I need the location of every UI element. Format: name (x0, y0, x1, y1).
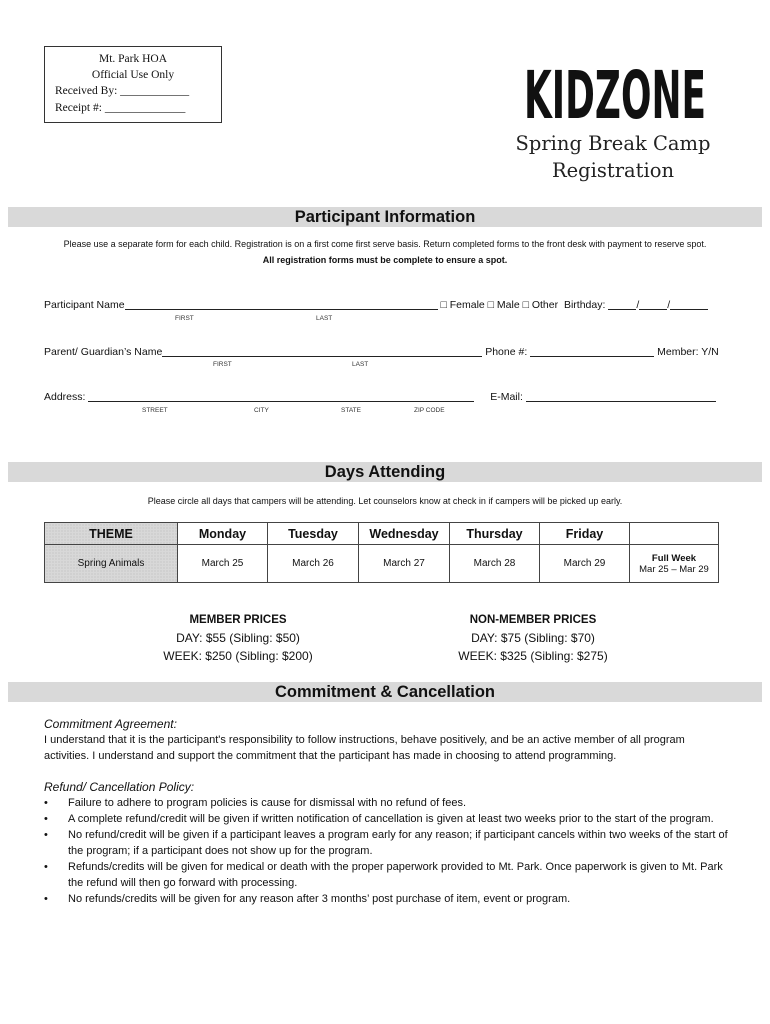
days-table (44, 522, 719, 583)
day-cell-monday[interactable]: March 25 (178, 545, 268, 583)
header-tuesday: Tuesday (268, 523, 359, 545)
parent-name-input[interactable] (162, 345, 482, 357)
member-field[interactable]: Member: Y/N (657, 346, 719, 358)
logo-wordmark: KIDZONE (524, 57, 706, 124)
policy-item: • No refund/credit will be given if a participant leaves a program early for any reason; if participant cancels within two weeks of the start of the program; if a participant does not show up for the program. (44, 829, 728, 857)
agreement-title: Commitment Agreement: (44, 717, 177, 731)
commitment-block (44, 716, 730, 907)
header-monday: Monday (178, 523, 268, 545)
day-cell-tuesday[interactable]: March 26 (268, 545, 359, 583)
zip-caption: ZIP CODE (414, 407, 445, 414)
member-day-price: DAY: $55 (Sibling: $50) (176, 631, 300, 645)
policy-item: • No refunds/credits will be given for any reason after 3 months’ post purchase of item, event or program. (44, 893, 571, 905)
gender-options[interactable]: □ Female □ Male □ Other (440, 299, 559, 311)
birthday-label: Birthday: (563, 299, 606, 311)
header-wednesday: Wednesday (359, 523, 450, 545)
days-table-header (45, 523, 719, 545)
full-week-label: Full Week (651, 552, 697, 564)
phone-input[interactable] (530, 345, 654, 357)
policy-item: • A complete refund/credit will be given if written notification of cancellation is given at least two weeks prior to the start of the program. (44, 813, 714, 825)
member-prices (88, 611, 388, 665)
non-member-week-price: WEEK: $325 (Sibling: $275) (458, 649, 608, 663)
participant-first-caption: FIRST (175, 315, 194, 322)
participant-name-row: Participant Name □ Female □ Male □ Other Birthday: / / (44, 298, 708, 311)
kidzone-logo (522, 38, 708, 124)
phone-label: Phone #: (485, 346, 528, 358)
address-row (44, 390, 716, 403)
theme-cell: Spring Animals (45, 545, 178, 583)
office-line-official: Official Use Only (91, 69, 175, 81)
official-use-box (44, 46, 222, 123)
birthday-day-input[interactable] (639, 298, 667, 310)
policy-item: • Refunds/credits will be given for medical or death with the proper paperwork provided to Mt. Park. Once paperwork is given to Mt. Park the refund will then go forward with processing. (44, 861, 723, 889)
header-theme: THEME (45, 523, 178, 545)
receipt-number-field: Receipt #: ______________ (55, 101, 186, 114)
birthday-year-input[interactable] (670, 298, 708, 310)
email-label: E-Mail: (490, 391, 523, 403)
non-member-prices (383, 611, 683, 665)
participant-name-input[interactable] (125, 298, 438, 310)
full-week-dates: Mar 25 – Mar 29 (639, 563, 709, 575)
participant-last-caption: LAST (316, 315, 333, 322)
participant-note: Please use a separate form for each child. Registration is on a first come first serve basis. Return completed forms to the front desk with payment to reserve spot. (63, 239, 707, 249)
parent-name-label: Parent/ Guardian’s Name (44, 346, 163, 358)
header-thursday: Thursday (450, 523, 540, 545)
parent-first-caption: FIRST (213, 361, 232, 368)
non-member-day-price: DAY: $75 (Sibling: $70) (471, 631, 595, 645)
state-caption: STATE (341, 407, 361, 414)
refund-title: Refund/ Cancellation Policy: (44, 780, 195, 794)
days-table-row (45, 545, 719, 583)
participant-note-bold: All registration forms must be complete to ensure a spot. (262, 255, 508, 265)
agreement-text: I understand that it is the participant's responsibility to follow instructions, behave positively, and be an active member of all program activities. I understand and support the commitment that the participant has made in choosing to attend programming. (44, 734, 685, 762)
days-attending-heading: Days Attending (8, 462, 762, 482)
participant-name-label: Participant Name (44, 299, 125, 311)
commitment-heading: Commitment & Cancellation (8, 682, 762, 702)
header-friday: Friday (540, 523, 630, 545)
address-input[interactable] (88, 390, 474, 402)
address-label: Address: (44, 391, 86, 403)
participant-info-heading: Participant Information (8, 207, 762, 227)
day-cell-friday[interactable]: March 29 (540, 545, 630, 583)
refund-policy-list (44, 795, 730, 907)
street-caption: STREET (142, 407, 168, 414)
camp-title-line1: Spring Break Camp (515, 132, 711, 155)
city-caption: CITY (254, 407, 269, 414)
days-note: Please circle all days that campers will be attending. Let counselors know at check in if campers will be picked up early. (147, 496, 623, 506)
member-week-price: WEEK: $250 (Sibling: $200) (163, 649, 313, 663)
day-cell-wednesday[interactable]: March 27 (359, 545, 450, 583)
office-line-hoa: Mt. Park HOA (98, 53, 168, 65)
day-cell-thursday[interactable]: March 28 (450, 545, 540, 583)
full-week-cell[interactable] (630, 545, 719, 583)
camp-title (500, 130, 726, 184)
header-full-week (630, 523, 719, 545)
camp-title-line2: Registration (551, 159, 675, 182)
email-input[interactable] (526, 390, 716, 402)
non-member-prices-heading: NON-MEMBER PRICES (469, 614, 597, 626)
received-by-field: Received By: ____________ (55, 85, 190, 97)
parent-last-caption: LAST (352, 361, 369, 368)
parent-row (44, 345, 719, 358)
policy-item: • Failure to adhere to program policies is cause for dismissal with no refund of fees. (44, 797, 467, 809)
member-prices-heading: MEMBER PRICES (189, 614, 287, 626)
birthday-month-input[interactable] (608, 298, 636, 310)
